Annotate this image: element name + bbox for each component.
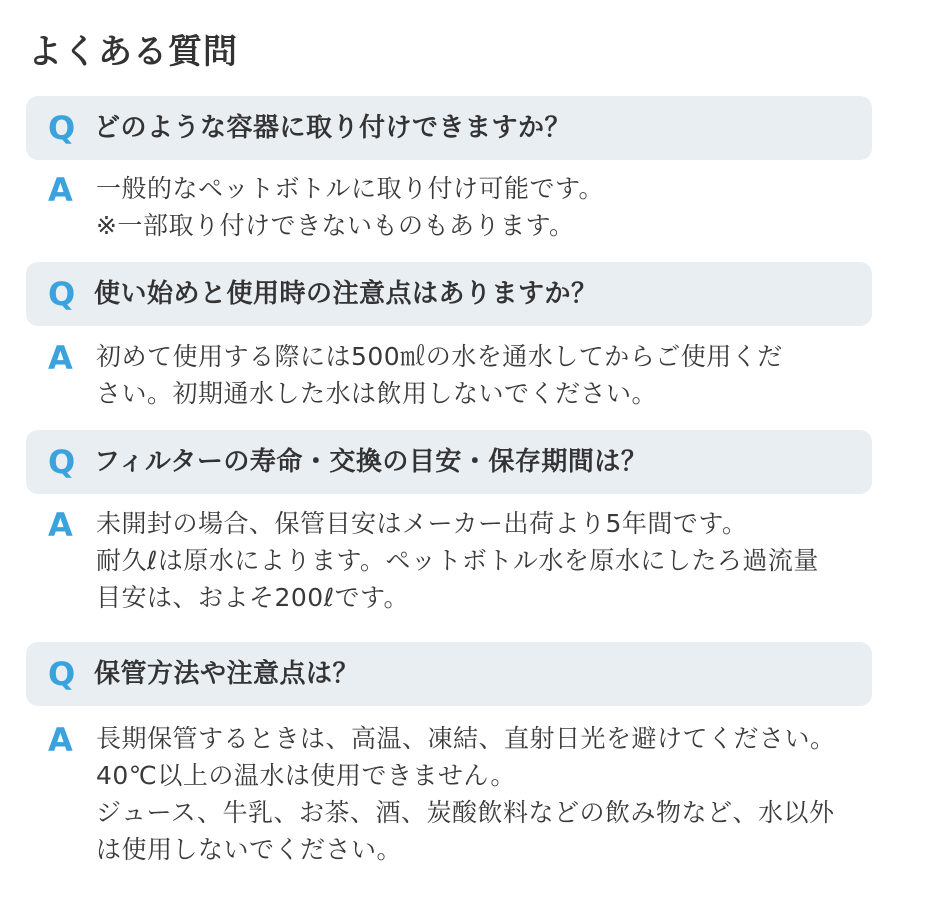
answer-line: 長期保管するときは、高温、凍結、直射日光を避けてください。 [96, 724, 836, 753]
answer-line: 40℃以上の温水は使用できません。 [96, 761, 516, 790]
answer-mark-icon: A [48, 506, 73, 544]
faq-answer-3 [48, 505, 888, 616]
answer-line: ※一部取り付けできないものもあります。 [96, 211, 575, 240]
question-mark-icon: Q [48, 109, 76, 147]
answer-text [96, 170, 604, 244]
answer-line: 一般的なペットボトルに取り付け可能です。 [96, 174, 605, 203]
answer-text [96, 720, 836, 868]
faq-question-1 [26, 96, 872, 160]
answer-text [96, 338, 783, 412]
question-mark-icon: Q [48, 275, 76, 313]
answer-line: 目安は、およそ200ℓです。 [96, 583, 410, 612]
page-title: よくある質問 [28, 32, 238, 72]
question-text: フィルターの寿命・交換の目安・保存期間は？ [94, 447, 648, 477]
question-text: 使い始めと使用時の注意点はありますか？ [94, 279, 598, 309]
faq-answer-2 [48, 338, 888, 412]
answer-line: は使用しないでください。 [96, 835, 403, 864]
answer-line: さい。初期通水した水は飲用しないでください。 [96, 379, 658, 408]
answer-mark-icon: A [48, 171, 73, 209]
answer-line: 耐久ℓは原水によります。ペットボトル水を原水にしたろ過流量 [96, 546, 819, 575]
answer-line: 未開封の場合、保管目安はメーカー出荷より5年間です。 [96, 509, 748, 538]
question-text: 保管方法や注意点は？ [94, 659, 360, 689]
answer-mark-icon: A [48, 339, 73, 377]
faq-answer-1 [48, 170, 888, 244]
faq-answer-4 [48, 720, 888, 868]
question-mark-icon: Q [48, 655, 76, 693]
faq-question-2 [26, 262, 872, 326]
question-mark-icon: Q [48, 443, 76, 481]
answer-text [96, 505, 819, 616]
answer-mark-icon: A [48, 721, 73, 759]
answer-line: 初めて使用する際には500㎖の水を通水してからご使用くだ [96, 342, 783, 371]
faq-question-3 [26, 430, 872, 494]
answer-line: ジュース、牛乳、お茶、酒、炭酸飲料などの飲み物など、水以外 [96, 798, 835, 827]
faq-question-4 [26, 642, 872, 706]
question-text: どのような容器に取り付けできますか？ [94, 113, 572, 143]
